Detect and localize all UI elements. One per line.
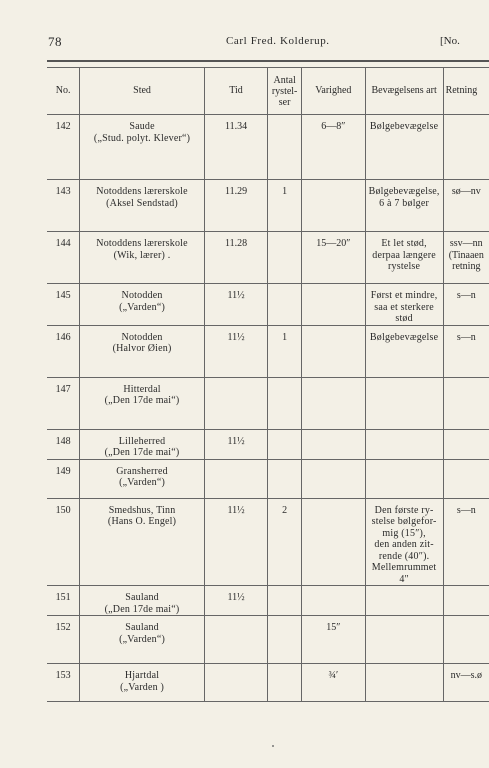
cell-no: 142 [47, 115, 80, 180]
cell-varighed: 6—8″ [302, 115, 366, 180]
cell-art [365, 459, 443, 498]
page-number: 78 [48, 34, 62, 49]
cell-antal [268, 616, 302, 664]
cell-no: 146 [47, 325, 80, 377]
cell-sted: Sauland („Den 17de mai“) [80, 586, 205, 616]
cell-sted: Notoddens lærerskole (Aksel Sendstad) [80, 180, 205, 232]
table-row [47, 664, 489, 702]
col-header-sted: Sted [80, 68, 205, 115]
running-header-right: [No. [440, 35, 460, 47]
earthquake-table [47, 67, 489, 702]
table-row [47, 115, 489, 180]
cell-no: 143 [47, 180, 80, 232]
cell-varighed [302, 498, 366, 586]
col-header-tid: Tid [204, 68, 267, 115]
cell-sted: Lilleherred („Den 17de mai“) [80, 429, 205, 459]
cell-tid: 11½ [204, 325, 267, 377]
cell-tid [204, 664, 267, 702]
cell-varighed: 15—20″ [302, 232, 366, 284]
cell-antal: 2 [268, 498, 302, 586]
cell-no: 149 [47, 459, 80, 498]
cell-retning [443, 616, 489, 664]
cell-retning [443, 115, 489, 180]
table-row [47, 498, 489, 586]
cell-tid: 11½ [204, 586, 267, 616]
cell-antal [268, 232, 302, 284]
cell-retning: s—n [443, 284, 489, 326]
cell-varighed [302, 459, 366, 498]
table-header-row [47, 68, 489, 115]
cell-retning: sø—nv [443, 180, 489, 232]
cell-retning [443, 586, 489, 616]
cell-sted: Notoddens lærerskole (Wik, lærer) . [80, 232, 205, 284]
cell-antal [268, 377, 302, 429]
cell-varighed [302, 325, 366, 377]
cell-art [365, 429, 443, 459]
table-row [47, 180, 489, 232]
cell-art: Først et mindre, saa et sterkere stød [365, 284, 443, 326]
cell-sted: Hitterdal („Den 17de mai“) [80, 377, 205, 429]
cell-no: 151 [47, 586, 80, 616]
cell-antal [268, 664, 302, 702]
cell-antal [268, 459, 302, 498]
cell-varighed [302, 284, 366, 326]
cell-no: 153 [47, 664, 80, 702]
cell-art: Bølgebevægelse, 6 à 7 bølger [365, 180, 443, 232]
cell-retning [443, 429, 489, 459]
cell-varighed [302, 429, 366, 459]
cell-sted: Notodden („Varden“) [80, 284, 205, 326]
cell-varighed [302, 377, 366, 429]
cell-retning [443, 377, 489, 429]
table-row [47, 459, 489, 498]
cell-tid [204, 616, 267, 664]
table-row [47, 377, 489, 429]
cell-tid: 11½ [204, 429, 267, 459]
cell-no: 150 [47, 498, 80, 586]
cell-varighed [302, 180, 366, 232]
cell-tid: 11.34 [204, 115, 267, 180]
cell-art [365, 377, 443, 429]
cell-tid: 11½ [204, 284, 267, 326]
cell-varighed [302, 586, 366, 616]
cell-antal [268, 284, 302, 326]
col-header-retning: Retning [443, 68, 489, 115]
cell-art [365, 616, 443, 664]
cell-sted: Hjartdal („Varden ) [80, 664, 205, 702]
col-header-varighed: Varighed [302, 68, 366, 115]
cell-antal: 1 [268, 180, 302, 232]
col-header-art: Bevægelsens art [365, 68, 443, 115]
cell-art [365, 664, 443, 702]
cell-tid: 11.29 [204, 180, 267, 232]
cell-no: 145 [47, 284, 80, 326]
cell-antal [268, 586, 302, 616]
cell-retning: nv—s.ø [443, 664, 489, 702]
cell-tid: 11½ [204, 498, 267, 586]
table-row [47, 232, 489, 284]
cell-sted: Sauland („Varden“) [80, 616, 205, 664]
cell-antal [268, 429, 302, 459]
cell-art: Den første ry- stelse bølgefor- mig (15″), den anden zit- rende (40″). Mellemrummet 4″ [365, 498, 443, 586]
table-row [47, 429, 489, 459]
table-row [47, 616, 489, 664]
cell-art: Bølgebevægelse [365, 325, 443, 377]
cell-sted: Saude („Stud. polyt. Klever“) [80, 115, 205, 180]
cell-no: 147 [47, 377, 80, 429]
cell-no: 148 [47, 429, 80, 459]
cell-varighed: ¾′ [302, 664, 366, 702]
cell-art: Bølgebevægelse [365, 115, 443, 180]
cell-retning: ssv—nn (Tinaaen retning [443, 232, 489, 284]
cell-tid [204, 377, 267, 429]
col-header-no: No. [47, 68, 80, 115]
cell-sted: Gransherred („Varden“) [80, 459, 205, 498]
cell-retning [443, 459, 489, 498]
cell-retning: s—n [443, 325, 489, 377]
cell-tid [204, 459, 267, 498]
cell-antal: 1 [268, 325, 302, 377]
col-header-antal: Antal rystel- ser [268, 68, 302, 115]
top-rule [47, 60, 489, 62]
cell-sted: Notodden (Halvor Øien) [80, 325, 205, 377]
cell-antal [268, 115, 302, 180]
paper-speck [272, 745, 274, 747]
cell-no: 152 [47, 616, 80, 664]
cell-varighed: 15″ [302, 616, 366, 664]
running-title: Carl Fred. Kolderup. [226, 35, 330, 47]
cell-tid: 11.28 [204, 232, 267, 284]
cell-no: 144 [47, 232, 80, 284]
table-row [47, 325, 489, 377]
cell-art: Et let stød, derpaa længere rystelse [365, 232, 443, 284]
cell-sted: Smedshus, Tinn (Hans O. Engel) [80, 498, 205, 586]
table-row [47, 284, 489, 326]
table-row [47, 586, 489, 616]
cell-retning: s—n [443, 498, 489, 586]
cell-art [365, 586, 443, 616]
